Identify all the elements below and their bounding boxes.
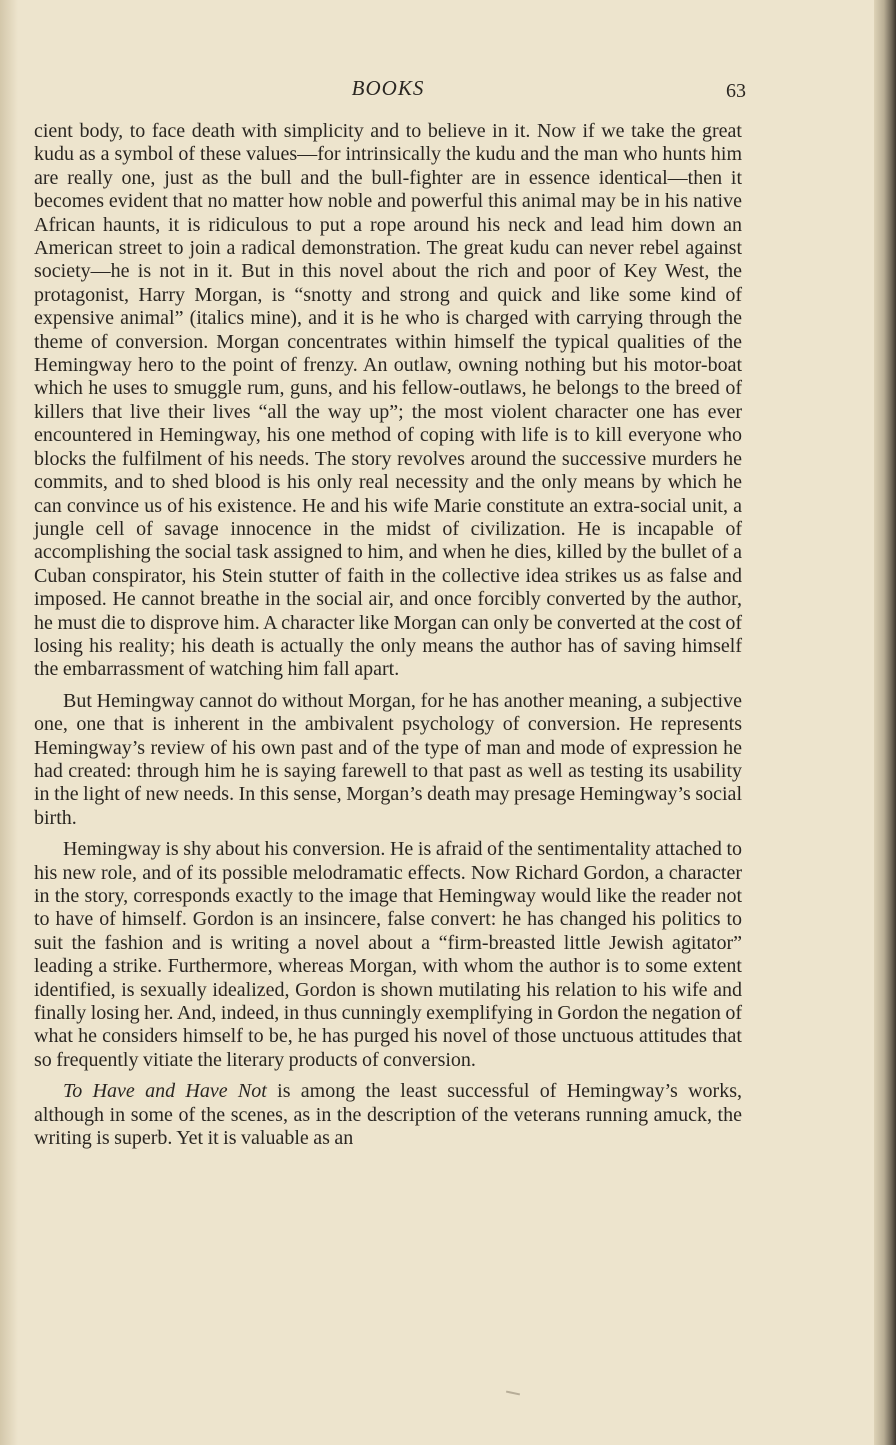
book-spine-shadow [874,0,896,1445]
running-head: BOOKS [351,76,425,100]
book-page [34,70,746,1158]
page-edge-shadow [0,0,18,1445]
paragraph-2: But Hemingway cannot do without Morgan, for he has another meaning, a subjective one, one that is inherent in the ambivalent psychology of conversion. He represents Hemingway’s review of his own past and of the type of man and mode of expression he had created: through him he is saying farewell to that past as well as testing its usability in the light of new needs. In this sense, Morgan’s death may presage Hemingway’s social birth. [34,689,742,829]
paragraph-3: Hemingway is shy about his conversion. He is afraid of the sentimentality attached to his new role, and of its possible melodramatic effects. Now Richard Gordon, a character in the story, corresponds exactly to the image that Hemingway would like the reader not to have of himself. Gordon is an insincere, false convert: he has changed his politics to suit the fashion and is writing a novel about a “firm-breasted little Jewish agitator” leading a strike. Furthermore, whereas Morgan, with whom the author is to some extent identified, is sexually idealized, Gordon is shown mutilating his relation to his wife and finally losing her. And, indeed, in thus cunningly exemplifying in Gordon the negation of what he considers himself to be, he has purged his novel of those unctuous attitudes that so frequently vitiate the literary products of conversion. [34,838,742,1071]
paragraph-4 [34,1080,742,1150]
page-number: 63 [726,80,746,102]
page-mark [506,1391,520,1396]
book-title: To Have and Have Not [63,1080,267,1103]
body-text [34,120,742,1150]
page-header [34,70,746,120]
paragraph-4-text: is among the least successful of Hemingway’s works, although in some of the scenes, as in the description of the veterans running amuck, the writing is superb. Yet it is valuable as an [34,1080,743,1150]
paragraph-1: cient body, to face death with simplicity and to believe in it. Now if we take the great kudu as a symbol of these values—for intrinsically the kudu and the man who hunts him are really one, just as the bull and the bull-fighter are in essence identical—then it becomes evident that no matter how noble and powerful this animal may be in his native African haunts, it is ridiculous to put a rope around his neck and lead him down an American street to join a radical demonstration. The great kudu can never rebel against society—he is not in it. But in this novel about the rich and poor of Key West, the protagonist, Harry Morgan, is “snotty and strong and quick and like some kind of expensive animal” (italics mine), and it is he who is charged with carrying through the theme of conversion. Morgan concentrates within himself the typical qualities of the Hemingway hero to the point of frenzy. An outlaw, owning nothing but his motor-boat which he uses to smuggle rum, guns, and his fellow-outlaws, he belongs to the breed of killers that live their lives “all the way up”; the most violent character one has ever encountered in Hemingway, his one method of coping with life is to kill everyone who blocks the fulfilment of his needs. The story revolves around the successive murders he commits, and to shed blood is his only real necessity and the only means by which he can convince us of his existence. He and his wife Marie constitute an extra-social unit, a jungle cell of savage innocence in the midst of civilization. He is incapable of accomplishing the social task assigned to him, and when he dies, killed by the bullet of a Cuban conspirator, his Stein stutter of faith in the collective idea strikes us as false and imposed. He cannot breathe in the social air, and once forcibly converted by the author, he must die to disprove him. A character like Morgan can only be converted at the cost of losing his reality; his death is actually the only means the author has of saving himself the embarrassment of watching him fall apart. [34,120,742,681]
